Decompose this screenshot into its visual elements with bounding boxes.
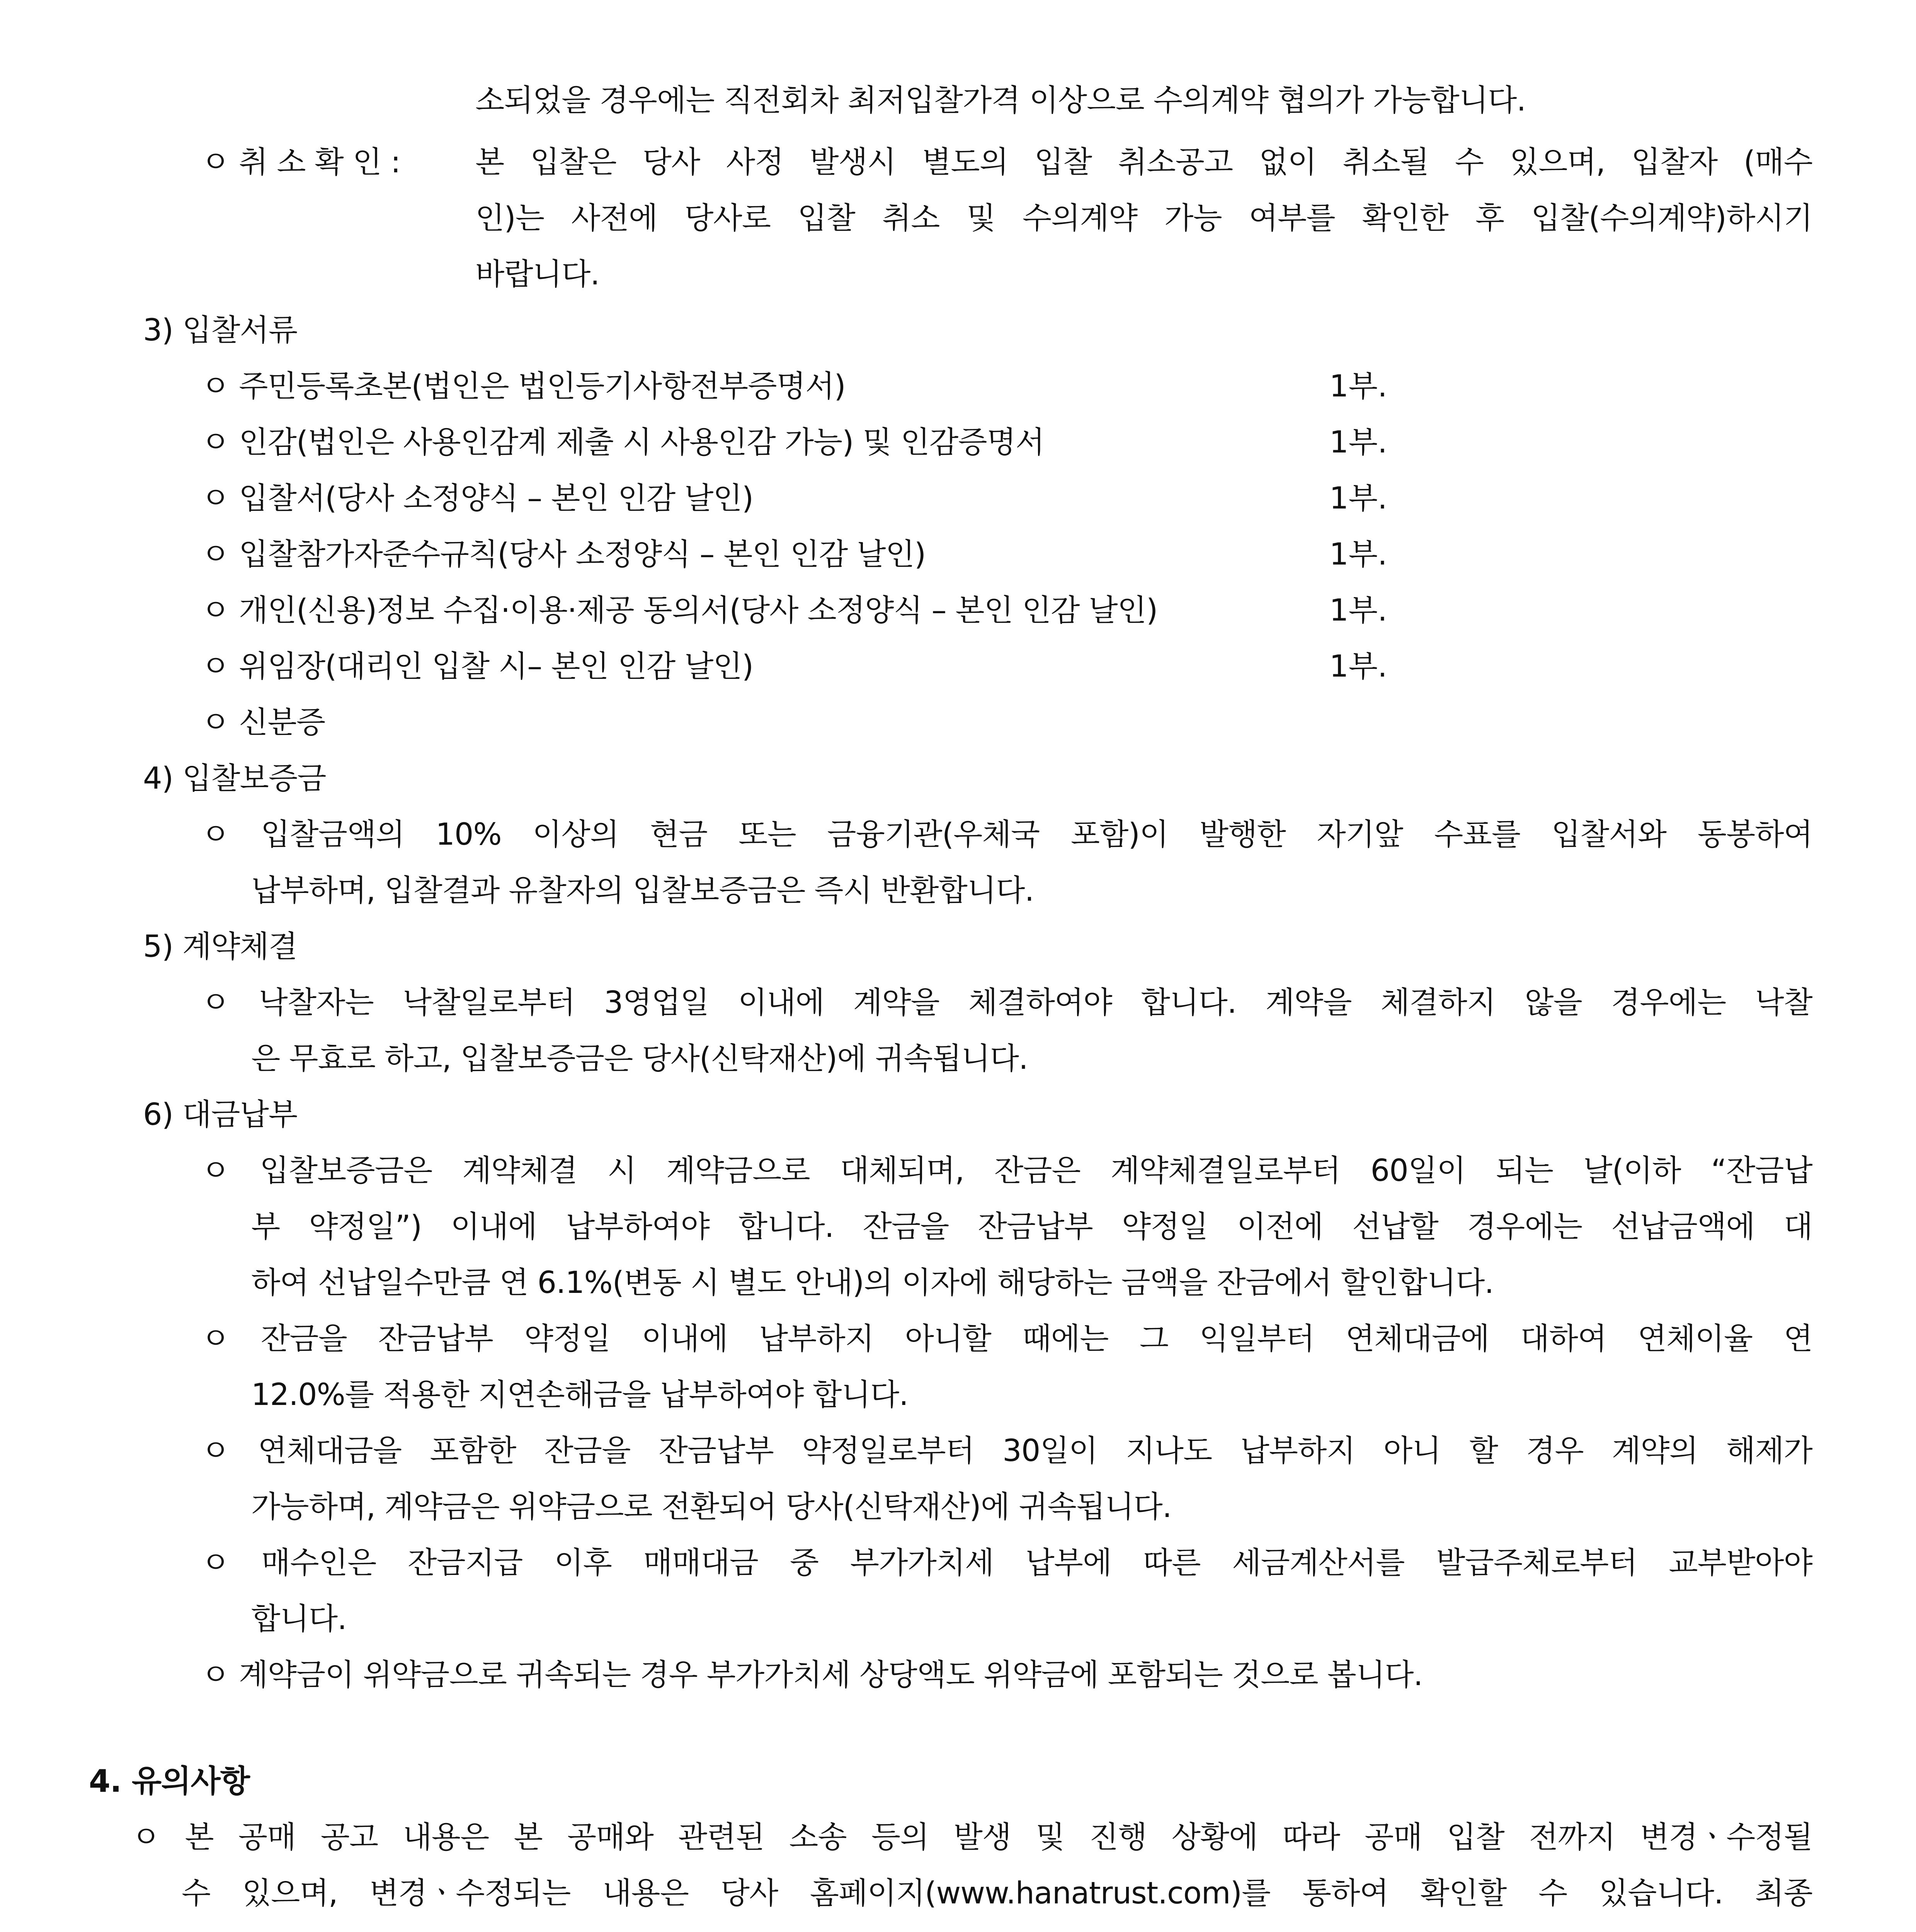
list-item: ㅇ 계약금이 위약금으로 귀속되는 경우 부가가치세 상당액도 위약금에 포함되는 것으로 봅니다. bbox=[201, 1658, 1423, 1692]
list-item: ㅇ 주민등록초본(법인은 법인등기사항전부증명서) bbox=[201, 369, 846, 404]
list-item: ㅇ 연체대금을 포함한 잔금을 잔금납부 약정일로부터 30일이 지나도 납부하지 아니 할 경우 계약의 해제가 bbox=[201, 1434, 1812, 1468]
copy-count: 1부. bbox=[1329, 369, 1387, 404]
copy-count: 1부. bbox=[1329, 537, 1387, 572]
section-heading: 4) 입찰보증금 bbox=[143, 761, 326, 796]
paragraph-line: 12.0%를 적용한 지연손해금을 납부하여야 합니다. bbox=[251, 1378, 909, 1412]
copy-count: 1부. bbox=[1329, 425, 1387, 460]
cancel-label: ㅇ 취 소 확 인 : bbox=[201, 145, 400, 180]
section-heading: 3) 입찰서류 bbox=[143, 313, 298, 348]
list-item: ㅇ 신분증 bbox=[201, 705, 325, 740]
paragraph-line: 가능하며, 계약금은 위약금으로 전환되어 당사(신탁재산)에 귀속됩니다. bbox=[251, 1490, 1172, 1524]
list-item: ㅇ 입찰서(당사 소정양식 – 본인 인감 날인) bbox=[201, 481, 754, 516]
paragraph-line: 인)는 사전에 당사로 입찰 취소 및 수의계약 가능 여부를 확인한 후 입찰(수의계약)하시기 bbox=[475, 201, 1812, 236]
paragraph-line: 은 무효로 하고, 입찰보증금은 당사(신탁재산)에 귀속됩니다. bbox=[251, 1041, 1028, 1076]
paragraph-line: 납부하며, 입찰결과 유찰자의 입찰보증금은 즉시 반환합니다. bbox=[251, 873, 1034, 908]
section-heading: 5) 계약체결 bbox=[143, 929, 298, 964]
list-item: ㅇ 잔금을 잔금납부 약정일 이내에 납부하지 아니할 때에는 그 익일부터 연체대금에 대하여 연체이율 연 bbox=[201, 1321, 1812, 1356]
list-item: ㅇ 낙찰자는 낙찰일로부터 3영업일 이내에 계약을 체결하여야 합니다. 계약을 체결하지 않을 경우에는 낙찰 bbox=[201, 985, 1812, 1020]
list-item: ㅇ 입찰참가자준수규칙(당사 소정양식 – 본인 인감 날인) bbox=[201, 537, 926, 572]
paragraph-line: 수 있으며, 변경ㆍ수정되는 내용은 당사 홈페이지(www.hanatrust.com)를 통하여 확인할 수 있습니다. 최종 bbox=[182, 1876, 1812, 1911]
paragraph-line: 소되었을 경우에는 직전회차 최저입찰가격 이상으로 수의계약 협의가 가능합니다. bbox=[475, 83, 1526, 118]
list-item: ㅇ 매수인은 잔금지급 이후 매매대금 중 부가가치세 납부에 따른 세금계산서를 발급주체로부터 교부받아야 bbox=[201, 1546, 1812, 1580]
section-heading: 6) 대금납부 bbox=[143, 1097, 298, 1132]
copy-count: 1부. bbox=[1329, 481, 1387, 516]
main-heading: 4. 유의사항 bbox=[89, 1763, 250, 1799]
copy-count: 1부. bbox=[1329, 593, 1387, 628]
list-item: ㅇ 본 공매 공고 내용은 본 공매와 관련된 소송 등의 발생 및 진행 상황에 따라 공매 입찰 전까지 변경ㆍ수정될 bbox=[131, 1820, 1812, 1855]
paragraph-line: 본 입찰은 당사 사정 발생시 별도의 입찰 취소공고 없이 취소될 수 있으며, 입찰자 (매수 bbox=[475, 145, 1812, 180]
copy-count: 1부. bbox=[1329, 649, 1387, 684]
paragraph-line: 합니다. bbox=[251, 1602, 347, 1636]
list-item: ㅇ 입찰보증금은 계약체결 시 계약금으로 대체되며, 잔금은 계약체결일로부터 60일이 되는 날(이하 “잔금납 bbox=[201, 1153, 1812, 1188]
list-item: ㅇ 인감(법인은 사용인감계 제출 시 사용인감 가능) 및 인감증명서 bbox=[201, 425, 1045, 460]
paragraph-line: 하여 선납일수만큼 연 6.1%(변동 시 별도 안내)의 이자에 해당하는 금액을 잔금에서 할인합니다. bbox=[251, 1265, 1494, 1300]
list-item: ㅇ 개인(신용)정보 수집·이용·제공 동의서(당사 소정양식 – 본인 인감 날인) bbox=[201, 593, 1158, 628]
list-item: ㅇ 입찰금액의 10% 이상의 현금 또는 금융기관(우체국 포함)이 발행한 자기앞 수표를 입찰서와 동봉하여 bbox=[201, 817, 1812, 852]
paragraph-line bbox=[182, 1928, 1812, 1932]
list-item: ㅇ 위임장(대리인 입찰 시– 본인 인감 날인) bbox=[201, 649, 754, 684]
paragraph-line: 바랍니다. bbox=[475, 257, 600, 292]
paragraph-line: 부 약정일”) 이내에 납부하여야 합니다. 잔금을 잔금납부 약정일 이전에 선납할 경우에는 선납금액에 대 bbox=[251, 1209, 1812, 1244]
